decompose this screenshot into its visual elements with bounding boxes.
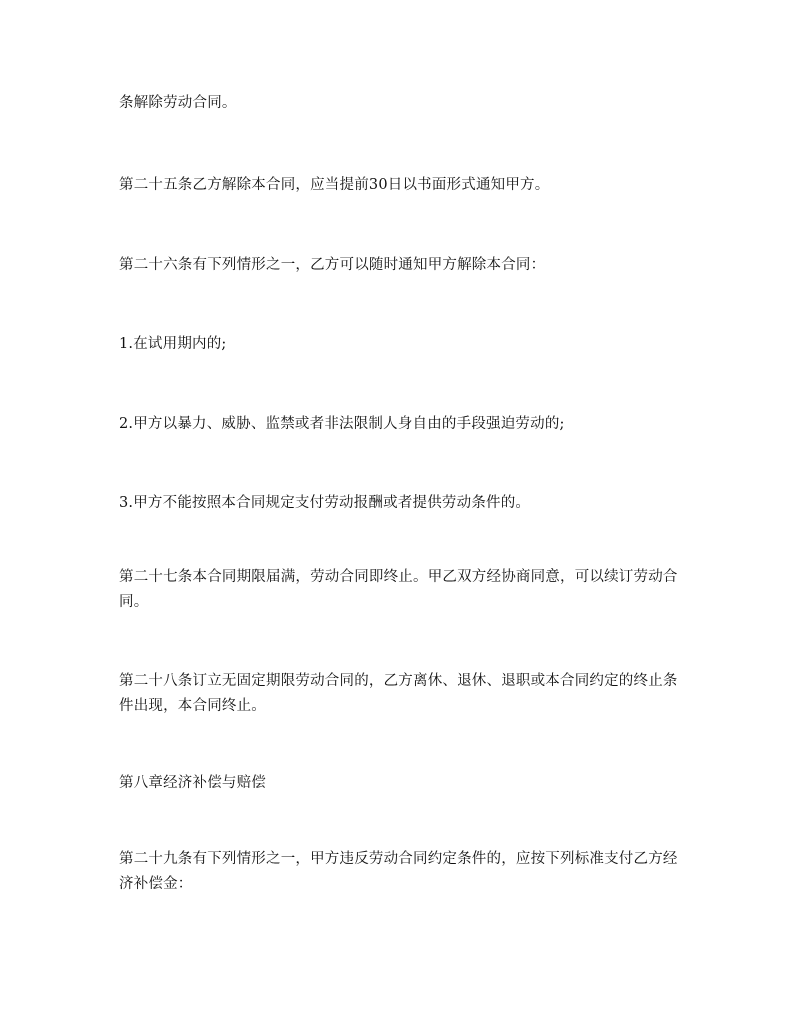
list-item-1: 1.在试用期内的; — [119, 336, 227, 352]
paragraph-article-28: 第二十八条订立无固定期限劳动合同的，乙方离休、退休、退职或本合同约定的终止条件出现，本合同终止。 — [119, 673, 678, 714]
paragraph-continuation: 条解除劳动合同。 — [119, 95, 237, 111]
paragraph-article-26: 第二十六条有下列情形之一，乙方可以随时通知甲方解除本合同： — [119, 257, 546, 273]
chapter-heading: 第八章经济补偿与赔偿 — [119, 775, 266, 791]
list-item-3: 3.甲方不能按照本合同规定支付劳动报酬或者提供劳动条件的。 — [119, 495, 531, 511]
paragraph-article-25: 第二十五条乙方解除本合同，应当提前30日以书面形式通知甲方。 — [119, 177, 550, 193]
paragraph-article-29: 第二十九条有下列情形之一，甲方违反劳动合同约定条件的，应按下列标准支付乙方经济补偿金： — [119, 851, 678, 892]
list-item-2: 2.甲方以暴力、威胁、监禁或者非法限制人身自由的手段强迫劳动的; — [119, 416, 565, 432]
paragraph-article-27: 第二十七条本合同期限届满，劳动合同即终止。甲乙双方经协商同意，可以续订劳动合同。 — [119, 569, 678, 610]
